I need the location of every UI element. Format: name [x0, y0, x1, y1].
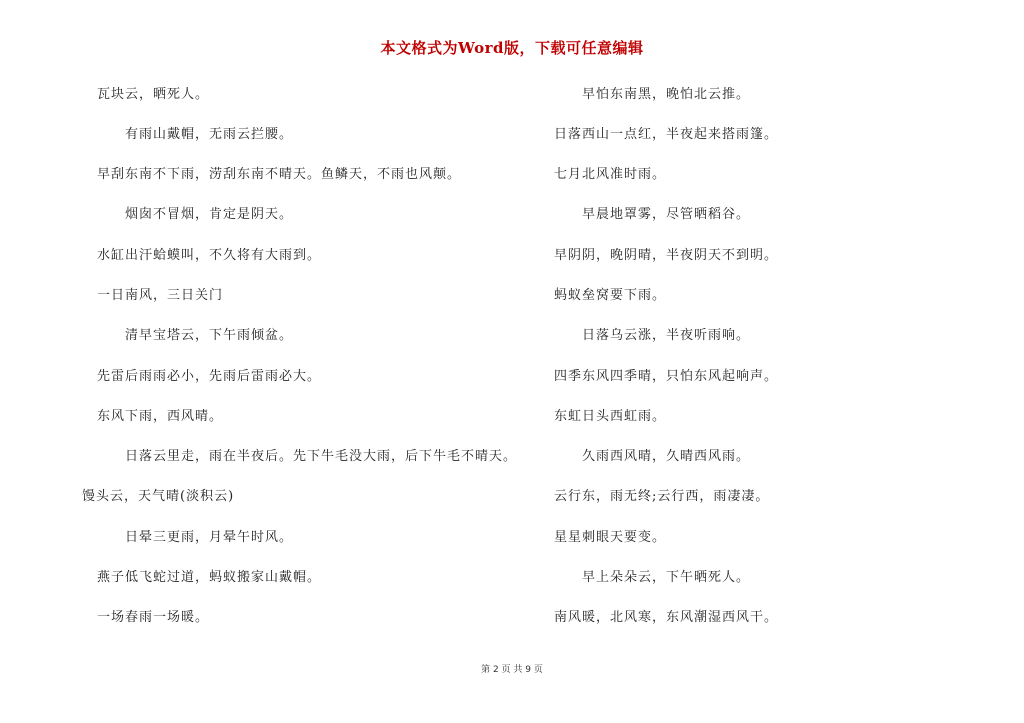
proverb-line: 早怕东南黑，晚怕北云推。: [582, 87, 751, 102]
proverb-line: 水缸出汗蛤蟆叫，不久将有大雨到。: [97, 248, 322, 263]
proverb-line: 燕子低飞蛇过道，蚂蚁搬家山戴帽。: [97, 570, 322, 585]
proverb-line: 烟囱不冒烟，肯定是阴天。: [125, 207, 294, 222]
proverb-line: 早上朵朵云，下午晒死人。: [582, 570, 751, 585]
document-header-title: 本文格式为Word版，下载可任意编辑: [380, 39, 644, 57]
proverb-line: 清早宝塔云，下午雨倾盆。: [125, 328, 294, 343]
proverb-line: 先雷后雨雨必小，先雨后雷雨必大。: [97, 369, 322, 384]
page-number-footer: 第 2 页 共 9 页: [481, 665, 543, 675]
proverb-line: 四季东风四季晴，只怕东风起响声。: [554, 369, 779, 384]
proverb-line: 东虹日头西虹雨。: [554, 409, 667, 424]
proverb-line: 东风下雨，西风晴。: [97, 409, 224, 424]
proverb-line: 瓦块云，晒死人。: [97, 87, 210, 102]
proverb-line: 日落云里走，雨在半夜后。先下牛毛没大雨，后下牛毛不晴天。: [125, 449, 518, 464]
proverb-line: 早刮东南不下雨，涝刮东南不晴天。鱼鳞天，不雨也风颠。: [97, 167, 462, 182]
proverb-line: 早阴阴，晚阴晴，半夜阴天不到明。: [554, 248, 779, 263]
proverb-line: 七月北风准时雨。: [554, 167, 667, 182]
proverb-line: 蚂蚁垒窝要下雨。: [554, 288, 667, 303]
proverb-line: 云行东，雨无终;云行西，雨凄凄。: [554, 489, 770, 504]
proverb-line: 星星刺眼天要变。: [554, 530, 667, 545]
proverb-line: 日晕三更雨，月晕午时风。: [125, 530, 294, 545]
proverb-line: 日落西山一点红，半夜起来搭雨篷。: [554, 127, 779, 142]
proverb-line: 久雨西风晴，久晴西风雨。: [582, 449, 751, 464]
proverb-line: 日落乌云涨，半夜听雨响。: [582, 328, 751, 343]
proverb-line: 南风暖，北风寒，东风潮湿西风干。: [554, 610, 779, 625]
proverb-line: 早晨地罩雾，尽管晒稻谷。: [582, 207, 751, 222]
proverb-line: 一日南风，三日关门: [97, 288, 224, 303]
proverb-line: 有雨山戴帽，无雨云拦腰。: [125, 127, 294, 142]
proverb-line: 馒头云，天气晴(淡积云): [82, 489, 235, 504]
proverb-line: 一场春雨一场暖。: [97, 610, 210, 625]
